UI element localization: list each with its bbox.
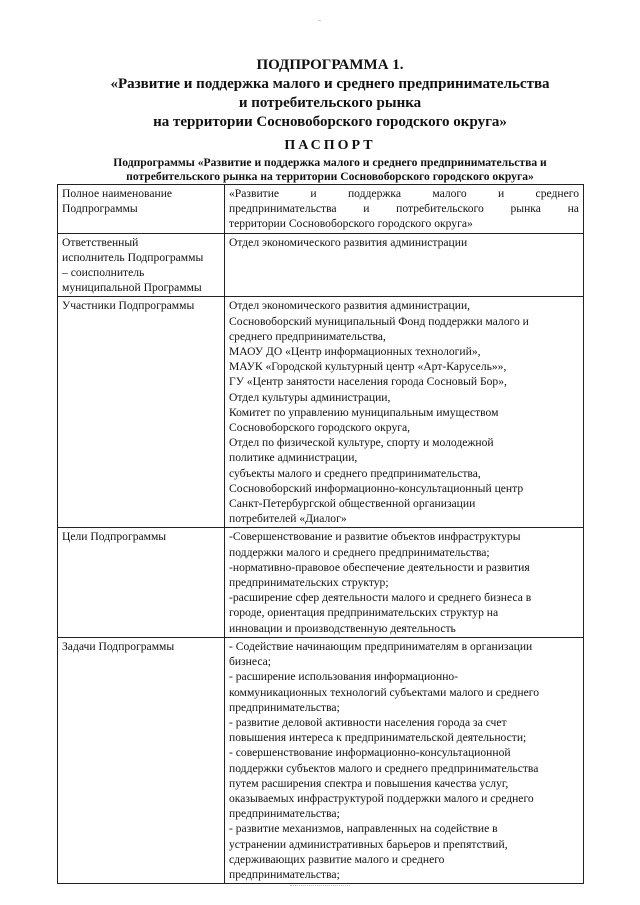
- value-line: коммуникационных технологий субъектами малого и среднего: [229, 685, 540, 699]
- row-value: [225, 637, 584, 883]
- value-line: политике администрации,: [229, 451, 358, 465]
- value-line: повышения интереса к предпринимательской деятельности;: [229, 731, 527, 745]
- row-label: [58, 528, 225, 637]
- value-line: -Совершенствование и развитие объектов инфраструктуры: [229, 530, 521, 544]
- word: и: [363, 202, 370, 216]
- value-line: поддержки субъектов малого и среднего предпринимательства: [229, 761, 539, 775]
- row-label: [58, 233, 225, 297]
- value-line: предпринимательства;: [229, 807, 340, 821]
- passport-subtitle-line-2: потребительского рынка на территории Сосновоборского городского округа»: [126, 170, 534, 183]
- label-line: исполнитель Подпрограммы: [62, 250, 204, 264]
- row-value: [225, 185, 584, 234]
- value-line: оказываемых инфраструктурой поддержки малого и среднего: [229, 791, 534, 805]
- title-line-4: на территории Сосновоборского городского округа»: [153, 114, 507, 130]
- table-row-tasks: [58, 637, 584, 883]
- value-line: поддержки малого и среднего предпринимательства;: [229, 545, 490, 559]
- label-line: – соисполнитель: [62, 266, 145, 280]
- value-line: - развитие механизмов, направленных на содействие в: [229, 822, 498, 836]
- value-line: Санкт-Петербургской общественной организации: [229, 497, 476, 511]
- passport-heading: ПАСПОРТ: [284, 138, 376, 153]
- word: потребительского: [396, 202, 484, 216]
- word: на: [567, 202, 579, 216]
- justified-line: [229, 201, 579, 216]
- value-line: инновации и производственную деятельность: [229, 621, 456, 635]
- value-line: устранении административных барьеров и препятствий,: [229, 837, 508, 851]
- table-row-responsible: [58, 233, 584, 297]
- value-line: предпринимательства;: [229, 867, 340, 881]
- title-line-1: ПОДПРОГРАММА 1.: [256, 57, 404, 73]
- row-label: [58, 185, 225, 234]
- value-line: МАОУ ДО «Центр информационных технологий»,: [229, 345, 481, 359]
- value-line: Сосновоборского городского округа,: [229, 421, 411, 435]
- value-line: Сосновоборский муниципальный Фонд поддержки малого и: [229, 314, 529, 328]
- value-line: путем расширения спектра и повышения качества услуг,: [229, 776, 509, 790]
- label-line: Ответственный: [62, 235, 139, 249]
- label-line: муниципальной Программы: [62, 281, 202, 295]
- word: среднего: [535, 187, 579, 200]
- value-line: Сосновоборский информационно-консультационный центр: [229, 481, 524, 495]
- row-label: [58, 637, 225, 883]
- value-line: Комитет по управлению муниципальным имуществом: [229, 405, 499, 419]
- justified-line: [229, 186, 579, 201]
- value-line: территории Сосновоборского городского округа»: [229, 217, 473, 231]
- value-line: - развитие деловой активности населения города за счет: [229, 715, 507, 729]
- word: предпринимательства: [229, 202, 337, 216]
- row-value: [225, 297, 584, 528]
- table-row-goals: [58, 528, 584, 637]
- label-line: Подпрограммы: [62, 202, 138, 216]
- value-line: -нормативно-правовое обеспечение деятельности и развития: [229, 560, 530, 574]
- value-line: Отдел культуры администрации,: [229, 390, 391, 404]
- passport-table: [57, 184, 584, 884]
- label-line: Цели Подпрограммы: [62, 530, 167, 544]
- passport-subtitle: [40, 156, 620, 184]
- row-value: [225, 233, 584, 297]
- value-line: Отдел по физической культуре, спорту и молодежной: [229, 436, 494, 450]
- table-row-full-name: [58, 185, 584, 234]
- row-label: [58, 297, 225, 528]
- title-line-3: и потребительского рынка: [238, 95, 422, 111]
- word: малого: [432, 187, 467, 200]
- label-line: Полное наименование: [62, 187, 173, 200]
- word: «Развитие: [229, 187, 280, 200]
- value-line: предпринимательских структур;: [229, 576, 389, 590]
- table-row-participants: [58, 297, 584, 528]
- value-line: ГУ «Центр занятости населения города Сосновый Бор»,: [229, 375, 507, 389]
- value-line: - совершенствование информационно-консультационной: [229, 746, 511, 760]
- row-value: [225, 528, 584, 637]
- value-line: потребителей «Диалог»: [229, 512, 347, 526]
- value-line: Отдел экономического развития администрации,: [229, 299, 471, 313]
- value-line: сдерживающих развитие малого и среднего: [229, 852, 445, 866]
- scan-artifact: [318, 20, 321, 21]
- value-line: - Содействие начинающим предпринимателям в организации: [229, 639, 533, 653]
- value-line: городе, ориентация предпринимательских структур на: [229, 606, 499, 620]
- value-line: субъекты малого и среднего предпринимательства,: [229, 466, 481, 480]
- word: рынка: [510, 202, 541, 216]
- title-line-2: «Развитие и поддержка малого и среднего предпринимательства: [110, 76, 550, 92]
- value-line: предпринимательства;: [229, 700, 340, 714]
- subprogram-title: [50, 56, 610, 132]
- value-line: Отдел экономического развития администрации: [229, 235, 468, 249]
- scan-artifact: [290, 885, 350, 888]
- passport-subtitle-line-1: Подпрограммы «Развитие и поддержка малого и среднего предпринимательства и: [113, 156, 547, 169]
- word: поддержка: [347, 187, 401, 200]
- value-line: -расширение сфер деятельности малого и среднего бизнеса в: [229, 591, 532, 605]
- value-line: МАУК «Городской культурный центр «Арт-Карусель»»,: [229, 360, 507, 374]
- word: и: [498, 187, 505, 200]
- label-line: Задачи Подпрограммы: [62, 639, 175, 653]
- value-line: среднего предпринимательства,: [229, 329, 386, 343]
- value-line: - расширение использования информационно-: [229, 670, 459, 684]
- word: и: [310, 187, 317, 200]
- label-line: Участники Подпрограммы: [62, 299, 195, 313]
- value-line: бизнеса;: [229, 655, 271, 669]
